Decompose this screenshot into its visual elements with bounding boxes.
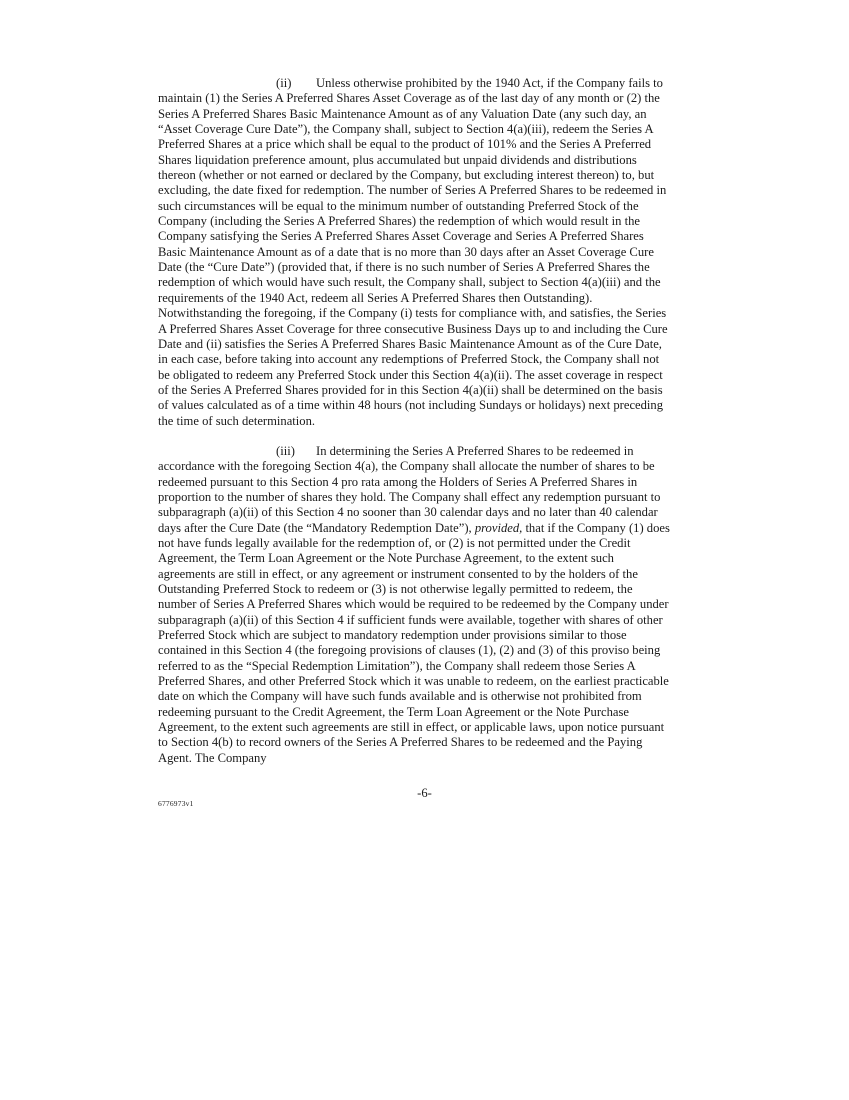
document-page	[158, 76, 674, 766]
paragraph-iii-text-before: In determining the Series A Preferred Shares to be redeemed in accordance with the foregoing Section 4(a), the Company shall allocate the number of shares to be redeemed pursuant to this Section 4 pro rata among the Holders of Series A Preferred Shares in proportion to the number of shares they hold. The Company shall effect any redemption pursuant to subparagraph (a)(ii) of this Section 4 no sooner than 30 calendar days and no later than 40 calendar days after the Cure Date (the “Mandatory Redemption Date”),	[158, 443, 661, 535]
document-id: 6776973v1	[158, 799, 194, 808]
page-number: -6-	[417, 786, 432, 800]
paragraph-iii	[158, 444, 674, 766]
paragraph-iii-proviso-italic: provided,	[474, 520, 523, 535]
paragraph-iii-number: (iii)	[276, 443, 295, 458]
paragraph-ii-text: Unless otherwise prohibited by the 1940 Act, if the Company fails to maintain (1) the Series A Preferred Shares Asset Coverage as of the last day of any month or (2) the Series A Preferred Shares Basic Maintenance Amount as of any Valuation Date (any such day, an “Asset Coverage Cure Date”), the Company shall, subject to Section 4(a)(iii), redeem the Series A Preferred Shares at a price which shall be equal to the product of 101% and the Series A Preferred Shares liquidation preference amount, plus accumulated but unpaid dividends and distributions thereon (whether or not earned or declared by the Company, but excluding interest thereon) to, but excluding, the date fixed for redemption. The number of Series A Preferred Shares to be redeemed in such circumstances will be equal to the minimum number of outstanding Preferred Stock of the Company (including the Series A Preferred Shares) the redemption of which would result in the Company satisfying the Series A Preferred Shares Asset Coverage and Series A Preferred Shares Basic Maintenance Amount as of a date that is no more than 30 days after an Asset Coverage Cure Date (the “Cure Date”) (provided that, if there is no such number of Series A Preferred Shares the redemption of which would have such result, the Company shall, subject to Section 4(a)(iii) and the requirements of the 1940 Act, redeem all Series A Preferred Shares then Outstanding). Notwithstanding the foregoing, if the Company (i) tests for compliance with, and satisfies, the Series A Preferred Shares Asset Coverage for three consecutive Business Days up to and including the Cure Date and (ii) satisfies the Series A Preferred Shares Basic Maintenance Amount as of the Cure Date, in each case, before taking into account any redemptions of Preferred Stock, the Company shall not be obligated to redeem any Preferred Stock under this Section 4(a)(ii). The asset coverage in respect of the Series A Preferred Shares provided for in this Section 4(a)(ii) shall be determined on the basis of values calculated as of a time within 48 hours (not including Sundays or holidays) next preceding the time of such determination.	[158, 76, 668, 428]
paragraph-iii-text-after: that if the Company (1) does not have funds legally available for the redemption of, or (2) is not permitted under the Credit Agreement, the Term Loan Agreement or the Note Purchase Agreement, to the extent such agreements are still in effect, or any agreement or instrument consented to by the holders of the Outstanding Preferred Stock to redeem or (3) is not otherwise legally permitted to redeem, the number of Series A Preferred Shares which would be required to be redeemed by the Company under subparagraph (a)(ii) of this Section 4 if sufficient funds were available, together with shares of other Preferred Stock which are subject to mandatory redemption under provisions similar to those contained in this Section 4 (the foregoing provisions of clauses (1), (2) and (3) of this proviso being referred to as the “Special Redemption Limitation”), the Company shall redeem those Series A Preferred Shares, and other Preferred Stock which it was unable to redeem, on the earliest practicable date on which the Company will have such funds available and is otherwise not prohibited from redeeming pursuant to the Credit Agreement, the Term Loan Agreement or the Note Purchase Agreement, to the extent such agreements are still in effect, or applicable laws, upon notice pursuant to Section 4(b) to record owners of the Series A Preferred Shares to be redeemed and the Paying Agent. The Company	[158, 520, 670, 765]
paragraph-ii	[158, 76, 674, 429]
paragraph-ii-number: (ii)	[276, 76, 292, 90]
